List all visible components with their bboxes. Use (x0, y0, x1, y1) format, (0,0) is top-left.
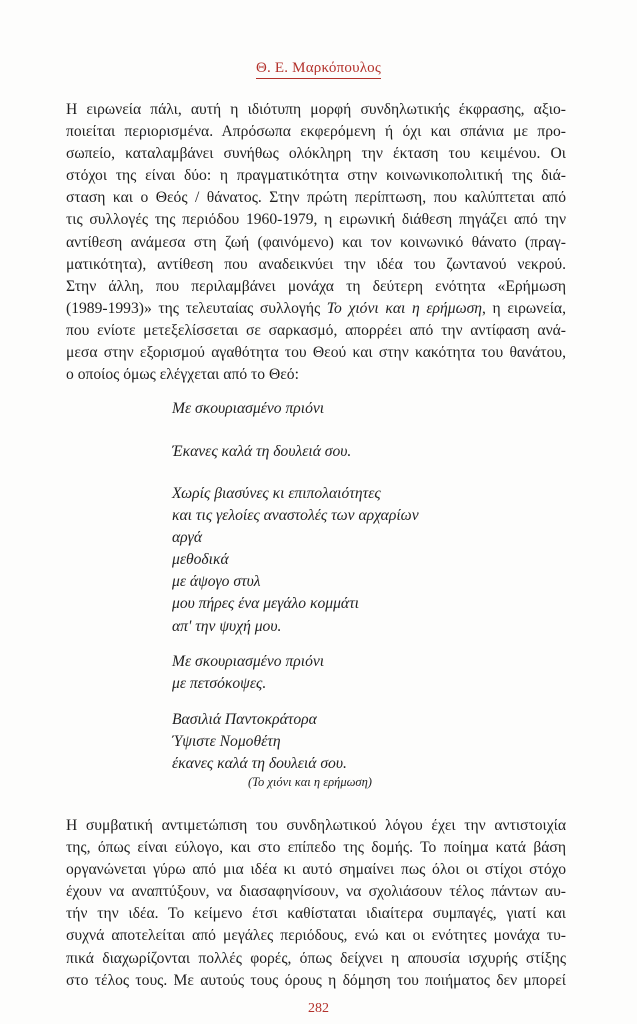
text-line: έχουν να αναπτύξουν, να διασαφηνίσουν, να σχολιάσουν τέλος πάντων αυ- (66, 883, 566, 901)
poem-stanza-1 (172, 398, 324, 420)
book-title: Το χιόνι και η ερήμωση (326, 299, 483, 317)
text-line: σταση και ο Θεός / θάνατος. Στην πρώτη περίπτωση, που καλύπτεται από (66, 189, 566, 207)
poem-line: Με σκουριασμένο πριόνι (172, 653, 325, 670)
text-line: Η συμβατική αντιμετώπιση του συνδηλωτικού λόγου έχει την αντιστοιχία (66, 817, 566, 834)
running-header (0, 60, 637, 77)
text-line: Η ειρωνεία πάλι, αυτή η ιδιότυπη μορφή συνδηλωτικής έκφρασης, αξιο- (66, 101, 566, 118)
text-line: ο οποίος όμως ελέγχεται από το Θεό: (66, 366, 299, 384)
text-line-with-title (66, 298, 566, 320)
text-fragment: (1989-1993)» της τελευταίας συλλογής (66, 299, 327, 317)
poem-line: με πετσόκοψες. (172, 675, 267, 693)
poem-line: με άψογο στυλ (172, 573, 261, 591)
author-name: Θ. Ε. Μαρκόπουλος (256, 60, 381, 79)
text-line: στο τέλος τους. Με αυτούς τους όρους η δόμηση του ποιήματος δεν μπορεί (66, 971, 566, 989)
poem-line: μου πήρες ένα μεγάλο κομμάτι (172, 595, 360, 613)
text-line: σωπείο, καταλαμβάνει συνήθως ολόκληρη την έκταση του κειμένου. Οι (66, 145, 566, 163)
text-line: αντίθεση ανάμεσα στη ζωή (φαινόμενο) και τον κοινωνικό θάνατο (πραγ- (66, 233, 566, 251)
poem-stanza-4 (172, 651, 324, 695)
poem-citation: (Το χιόνι και η ερήμωση) (248, 775, 372, 789)
poem-stanza-5 (172, 709, 347, 775)
text-line: ματικότητα), αντίθεση που αναδεικνύει την ιδέα του ζωντανού νεκρού. (66, 255, 566, 273)
text-line: οργανώνεται γύρω από μια ιδέα κι αυτό σημαίνει πως όλοι οι στίχοι στόχο (66, 861, 566, 879)
page-number: 282 (308, 1001, 329, 1016)
text-line: μεσα στην εξορισμού αγαθότητα του Θεού και στην κακότητα του θανάτου, (66, 344, 566, 362)
text-line: συχνά αποτελείται από μεγάλες περιόδους, ενώ και οι ενότητες μονάχα τυ- (66, 927, 566, 945)
text-line: πικά διαχωρίζονται πολλές φορές, όπως δείχνει η απουσία ισχυρής στίξης (66, 949, 566, 967)
poem-line: Ύψιστε Νομοθέτη (172, 733, 281, 751)
poem-stanza-2 (172, 441, 351, 463)
text-line: που ενίοτε μετεξελίσσεται σε σαρκασμό, απορρέει από την αντίφαση ανά- (66, 321, 566, 339)
poem-line: Χωρίς βιασύνες κι επιπολαιότητες (172, 485, 381, 502)
paragraph-2 (66, 815, 566, 992)
poem-line: έκανες καλά τη δουλειά σου. (172, 755, 347, 773)
poem-stanza-3 (172, 483, 419, 638)
paragraph-1 (66, 99, 566, 386)
poem-line: Έκανες καλά τη δουλειά σου. (172, 443, 352, 460)
text-line: τήν την ιδέα. Το κείμενο έτσι καθίσταται ιδιαίτερα συμπαγές, γιατί και (66, 905, 566, 923)
poem-line: μεθοδικά (172, 551, 229, 569)
poem-line: αργά (172, 529, 202, 547)
text-line: ποιείται περιορισμένα. Απρόσωπα εκφερόμενη ή όχι και σπάνια με προ- (66, 123, 566, 141)
poem-line: Με σκουριασμένο πριόνι (172, 400, 325, 417)
poem-line: και τις γελοίες αναστολές των αρχαρίων (172, 507, 419, 525)
text-line: της, όπως είναι εύλογο, και στο επίπεδο της δομής. Το ποίημα κατά βάση (66, 839, 566, 857)
text-line: στόχοι της είναι δύο: η πραγματικότητα στην κοινωνικοπολιτική της διά- (66, 167, 566, 185)
poem-line: απ' την ψυχή μου. (172, 617, 282, 635)
poem-line: Βασιλιά Παντοκράτορα (172, 711, 317, 728)
text-fragment: , η ειρωνεία, (482, 299, 566, 317)
text-line: Στην άλλη, που περιλαμβάνει μονάχα τη δεύτερη ενότητα «Ερήμωση (66, 277, 566, 295)
text-line: τις συλλογές της περιόδου 1960-1979, η ειρωνική διάθεση πηγάζει από την (66, 211, 566, 229)
